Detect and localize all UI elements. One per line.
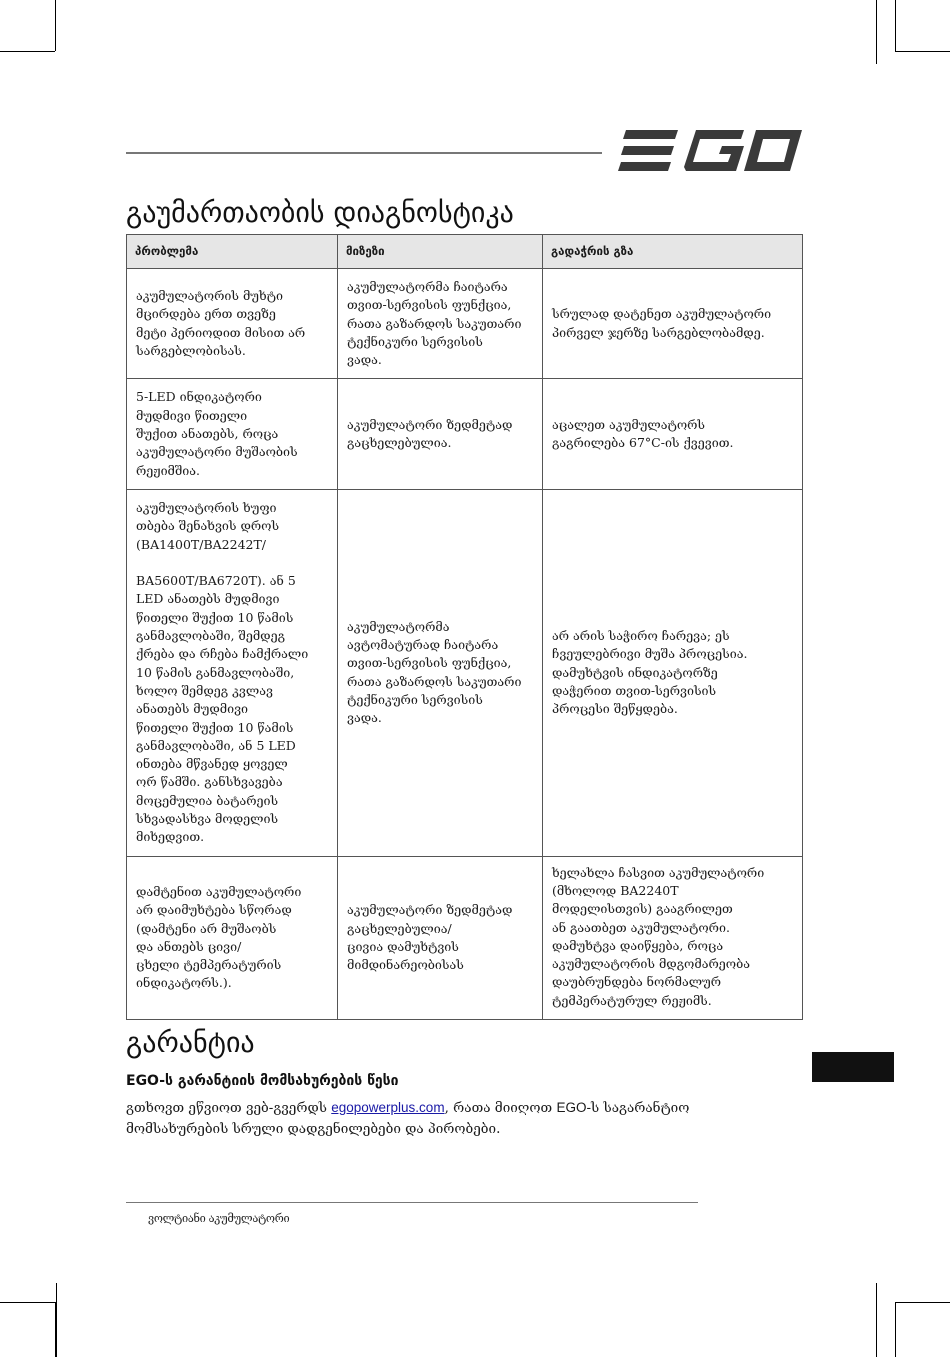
header-rule [126, 152, 602, 154]
cause-cell: აკუმულატორი ზედმეტად გაცხელებულია/ ცივია დამუხტვის მიმდინარეობისას [338, 856, 543, 1019]
diagnostics-title: გაუმართაობის დიაგნოსტიკა [126, 196, 514, 229]
warranty-text-middle: , რათა მიიღოთ [444, 1100, 557, 1116]
table-header-row [127, 235, 803, 269]
table-row [127, 489, 803, 856]
ego-logo-o [744, 130, 802, 171]
crop-mark [895, 1302, 896, 1357]
crop-mark [876, 0, 877, 64]
crop-mark [895, 1302, 950, 1303]
cause-cell: აკუმულატორმა ავტომატურად ჩაიტარა თვით-სერვისის ფუნქცია, რათა გაზარდოს საკუთარი ტექნიკური სერვისის ვადა. [338, 489, 543, 856]
solution-cell: არ არის საჭირო ჩარევა; ეს ჩვეულებრივი მუშა პროცესია. დამუხტვის ინდიკატორზე დაჭერით თვით-სერვისის პროცესი შეწყდება. [543, 489, 803, 856]
crop-mark [0, 1302, 55, 1303]
solution-cell: აცალეთ აკუმულატორს გაგრილება 67°C-ის ქვევით. [543, 379, 803, 489]
cause-cell: აკუმულატორმა ჩაიტარა თვით-სერვისის ფუნქცია, რათა გაზარდოს საკუთარი ტექნიკური სერვისის ვადა. [338, 269, 543, 379]
ego-logo [616, 126, 802, 176]
warranty-ego-brand: EGO [556, 1100, 587, 1115]
warranty-paragraph [126, 1097, 766, 1140]
problem-cell: დამტენით აკუმულატორი არ დაიმუხტება სწორად (დამტენი არ მუშაობს და ანთებს ცივი/ ცხელი ტემპერატურის ინდიკატორს.). [127, 856, 338, 1019]
ego-logo-g [684, 130, 744, 171]
warranty-link[interactable]: egopowerplus.com [331, 1100, 445, 1115]
crop-mark [55, 0, 56, 51]
header-problem: პრობლემა [127, 235, 338, 269]
table-row [127, 379, 803, 489]
warranty-text-before: გთხოვთ ეწვიოთ ვებ-გვერდს [126, 1100, 332, 1116]
warranty-text-after: -ს საგარანტიო მომსახურების სრული დადგენილებები და პირობები. [126, 1100, 690, 1137]
page-tab-marker [812, 1052, 894, 1082]
ego-logo-e [618, 130, 678, 171]
header-cause: მიზეზი [338, 235, 543, 269]
cause-cell: აკუმულატორი ზედმეტად გაცხელებულია. [338, 379, 543, 489]
problem-cell: აკუმულატორის მუხტი მცირდება ერთ თვეზე მეტი პერიოდით მისით არ სარგებლობისას. [127, 269, 338, 379]
crop-mark [876, 1283, 877, 1357]
footer-rule [126, 1202, 698, 1203]
header-solution: გადაჭრის გზა [543, 235, 803, 269]
solution-cell: ხელახლა ჩასვით აკუმულატორი (მხოლოდ BA2240T მოდელისთვის) გააგრილეთ ან გაათბეთ აკუმულატორი. დამუხტვა დაიწყება, როცა აკუმულატორის მდგომარეობა დაუბრუნდება ნორმალურ ტემპერატურულ რეჟიმს. [543, 856, 803, 1019]
crop-mark [895, 51, 950, 52]
table-row [127, 269, 803, 379]
warranty-subheading: EGO-ს გარანტიის მომსახურების წესი [126, 1073, 399, 1089]
table-row [127, 856, 803, 1019]
diagnostics-table [126, 234, 803, 1020]
problem-cell: აკუმულატორის ხუფი თბება შენახვის დროს (BA1400T/BA2242T/ BA5600T/BA6720T). ან 5 LED ანათებს მუდმივი წითელი შუქით 10 წამის განმავლობაში, შემდეგ ქრება და რჩება ჩამქრალი 10 წამის განმავლობაში, ხოლო შემდეგ კვლავ ანათებს მუდმივი წითელი შუქით 10 წამის განმავლობაში, ან 5 LED ინთება მწვანედ ყოველ ორ წამში. განსხვავება მოცემულია ბატარეის სხვადასხვა მოდელის მიხედვით. [127, 489, 338, 856]
warranty-title: გარანტია [126, 1026, 255, 1059]
footer-text: ვოლტიანი აკუმულატორი [148, 1212, 290, 1225]
crop-mark [56, 1283, 57, 1357]
crop-mark [0, 51, 55, 52]
crop-mark [895, 0, 896, 51]
solution-cell: სრულად დატენეთ აკუმულატორი პირველ ჯერზე სარგებლობამდე. [543, 269, 803, 379]
problem-cell: 5-LED ინდიკატორი მუდმივი წითელი შუქით ანათებს, როცა აკუმულატორი მუშაობის რეჟიმშია. [127, 379, 338, 489]
